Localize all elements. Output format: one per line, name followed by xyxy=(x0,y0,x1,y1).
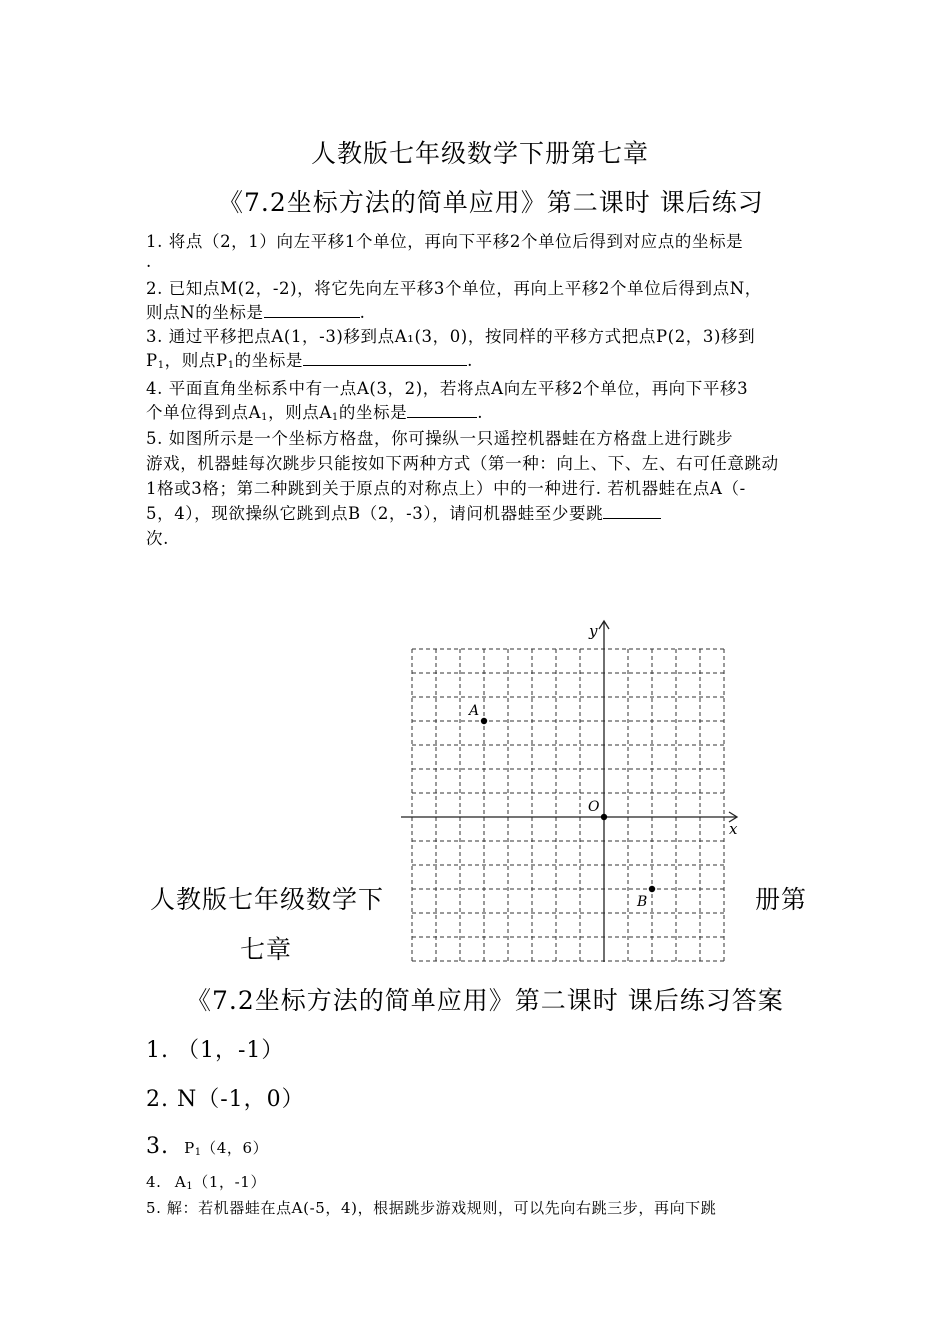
question-4-line2 xyxy=(146,399,483,423)
question-2-line1: 2. 已知点M(2，-2)，将它先向左平移3个单位，再向上平移2个单位后得到点N， xyxy=(146,279,762,298)
origin-point xyxy=(601,814,607,820)
subscript: 1 xyxy=(157,360,165,371)
point-a-label: A xyxy=(469,703,480,719)
figure-points xyxy=(481,718,655,892)
answer-3-value: （4，6） xyxy=(201,1139,269,1157)
page-subtitle: 《7.2坐标方法的简单应用》第二课时 课后练习 xyxy=(218,188,764,217)
answer-4-point: A xyxy=(174,1173,187,1191)
dashed-grid xyxy=(412,649,724,961)
question-3-mid: ，则点P xyxy=(164,351,228,370)
question-5-line4 xyxy=(146,500,661,524)
point-p1-label: P xyxy=(146,351,158,370)
question-4-line1: 4. 平面直角坐标系中有一点A(3，2)，若将点A向左平移2个单位，再向下平移3 xyxy=(146,379,749,398)
question-1 xyxy=(146,228,743,252)
answer-title-line2: 七章 xyxy=(240,935,293,964)
axes xyxy=(401,621,737,962)
question-2-period: . xyxy=(359,303,366,322)
subscript: 1 xyxy=(261,412,269,423)
question-3-period: . xyxy=(467,351,473,370)
page-title: 人教版七年级数学下册第七章 xyxy=(311,139,650,168)
answer-blank-3[interactable] xyxy=(303,351,467,366)
answer-blank-4[interactable] xyxy=(407,403,477,418)
answer-4 xyxy=(146,1171,266,1192)
origin-label: O xyxy=(588,799,600,815)
subscript: 1 xyxy=(194,1147,202,1158)
question-3-prompt: 的坐标是 xyxy=(234,351,304,370)
question-4-prompt-b: 的坐标是 xyxy=(338,403,408,422)
question-1-text: 1. 将点（2，1）向左平移1个单位，再向下平移2个单位后得到对应点的坐标是 xyxy=(146,232,744,251)
question-4-period: . xyxy=(477,403,484,422)
answer-1: 1. （1，-1） xyxy=(146,1038,285,1063)
answer-blank-2[interactable] xyxy=(264,303,360,318)
answer-3-point: P xyxy=(184,1139,195,1157)
point-b-label: B xyxy=(637,894,648,910)
question-3-line1: 3. 通过平移把点A(1，-3)移到点A₁(3，0)，按同样的平移方式把点P(2，3)移到 xyxy=(146,327,756,346)
answer-title-right: 册第 xyxy=(755,885,808,914)
answer-3-number: 3. xyxy=(146,1134,169,1159)
question-5-line3: 1格或3格；第二种跳到关于原点的对称点上）中的一种进行. 若机器蛙在点A（- xyxy=(146,479,746,498)
question-1-end: . xyxy=(146,252,152,271)
question-5-line1: 5. 如图所示是一个坐标方格盘，你可操纵一只遥控机器蛙在方格盘上进行跳步 xyxy=(146,429,734,448)
question-2-line2 xyxy=(146,299,366,323)
question-2-prompt: 则点N的坐标是 xyxy=(146,303,264,322)
answer-2: 2. N（-1，0） xyxy=(146,1087,305,1112)
question-5-prompt: 5，4），现欲操纵它跳到点B（2，-3），请问机器蛙至少要跳 xyxy=(146,504,604,523)
answer-blank-5[interactable] xyxy=(603,504,661,519)
answer-title-line3: 《7.2坐标方法的简单应用》第二课时 课后练习答案 xyxy=(186,986,784,1015)
subscript: 1 xyxy=(186,1181,194,1192)
y-axis-label: y xyxy=(589,622,598,640)
subscript: 1 xyxy=(331,412,339,423)
point-a xyxy=(481,718,487,724)
coordinate-grid-figure xyxy=(396,618,744,964)
question-3-line2 xyxy=(146,347,473,371)
answer-5: 5. 解：若机器蛙在点A(-5，4)，根据跳步游戏规则，可以先向右跳三步，再向下跳 xyxy=(146,1199,717,1217)
question-4-prompt-a: 个单位得到点A xyxy=(146,403,262,422)
question-4-mid: ，则点A xyxy=(268,403,332,422)
answer-4-value: （1，-1） xyxy=(193,1173,267,1191)
question-5-line2: 游戏，机器蛙每次跳步只能按如下两种方式（第一种：向上、下、左、右可任意跳动 xyxy=(146,454,779,473)
answer-3 xyxy=(146,1134,268,1159)
subscript: 1 xyxy=(227,360,235,371)
point-b xyxy=(649,886,655,892)
question-5-line5: 次. xyxy=(146,529,169,548)
answer-4-number: 4. xyxy=(146,1173,162,1191)
x-axis-label: x xyxy=(729,820,738,838)
answer-title-left: 人教版七年级数学下 xyxy=(150,885,385,914)
